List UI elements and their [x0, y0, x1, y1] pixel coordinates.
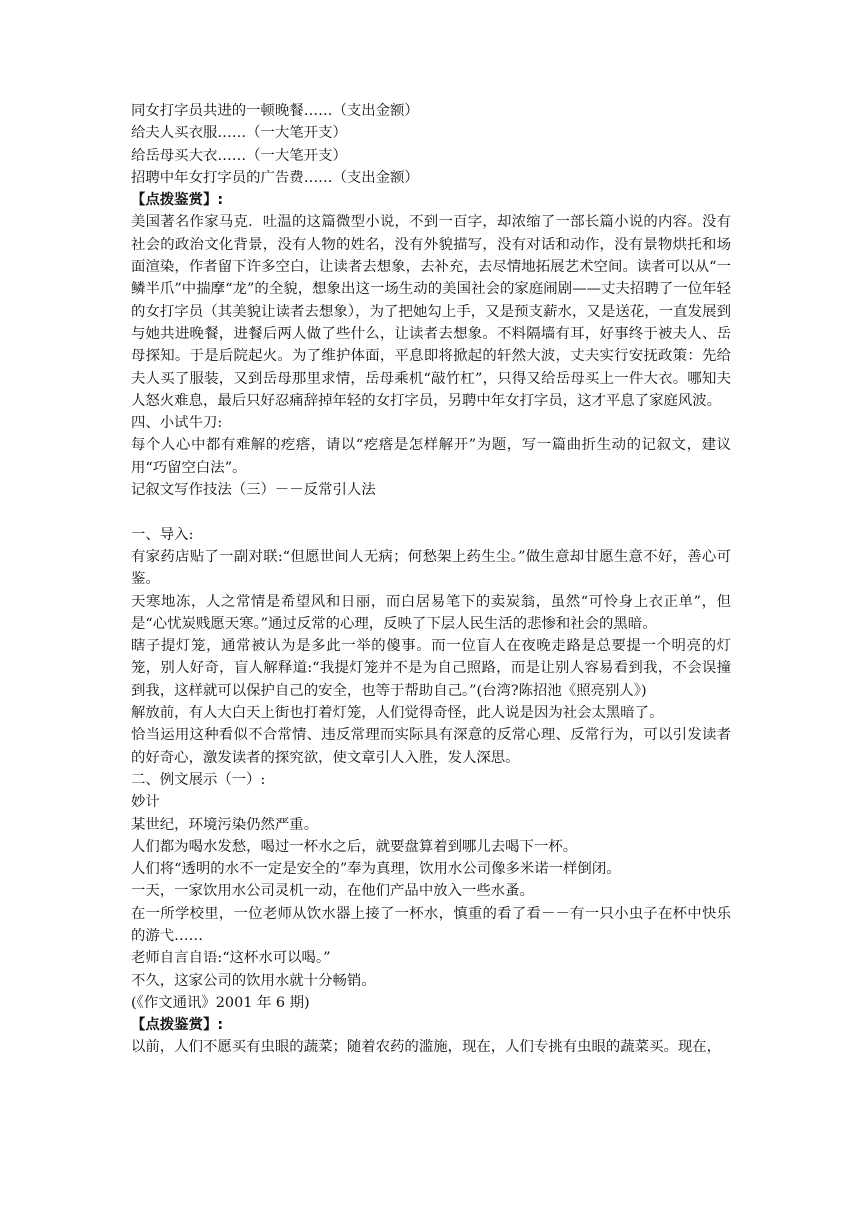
comment-paragraph: 以前，人们不愿买有虫眼的蔬菜；随着农药的滥施，现在，人们专挑有虫眼的蔬菜买。现在， [131, 1039, 722, 1056]
expense-line: 招聘中年女打字员的广告费……（支出金额） [131, 169, 419, 186]
section-heading: 四、小试牛刀: [131, 415, 223, 432]
example-source: (《作文通讯》2001 年 6 期) [131, 994, 310, 1011]
example-paragraph: 某世纪，环境污染仍然严重。 [131, 816, 319, 833]
comment-heading: 【点拨鉴赏】: [131, 192, 224, 209]
exercise-paragraph: 每个人心中都有难解的疙瘩，请以“疙瘩是怎样解开”为题，写一篇曲折生动的记叙文，建议用“巧留空白法”。 [131, 437, 731, 476]
technique-title: 记叙文写作技法（三）－－反常引人法 [131, 482, 376, 499]
example-paragraph: 人们将“透明的水不一定是安全的”奉为真理，饮用水公司像多米诺一样倒闭。 [131, 861, 621, 878]
blank-line [131, 501, 731, 523]
example-paragraph: 人们都为喝水发愁，喝过一杯水之后，就要盘算着到哪儿去喝下一杯。 [131, 838, 578, 855]
intro-paragraph: 有家药店贴了一副对联:“但愿世间人无病；何愁架上药生尘。”做生意却甘愿生意不好，善心可鉴。 [131, 548, 731, 588]
example-paragraph: 在一所学校里，一位老师从饮水器上接了一杯水，慎重的看了看－－有一只小虫子在杯中快乐的游弋…… [131, 905, 731, 944]
example-paragraph: 一天，一家饮用水公司灵机一动，在他们产品中放入一些水蚤。 [131, 883, 534, 900]
intro-paragraph: 瞎子提灯笼，通常被认为是多此一举的傻事。而一位盲人在夜晚走路是总要提一个明亮的灯笼，别人好奇，盲人解释道:“我提灯笼并不是为自己照路，而是让别人容易看到我，不会误撞到我，这样就可以保护自己的安全，也等于帮助自己。”(台湾?陈招池《照亮别人》) [131, 638, 731, 699]
expense-line: 同女打字员共进的一顿晚餐……（支出金额） [131, 103, 419, 119]
expense-line: 给夫人买衣服……（一大笔开支） [131, 125, 347, 142]
intro-paragraph: 解放前，有人大白天上街也打着灯笼，人们觉得奇怪，此人说是因为社会太黑暗了。 [131, 705, 664, 722]
intro-paragraph: 恰当运用这种看似不合常情、违反常理而实际具有深意的反常心理、反常行为，可以引发读者的好奇心，激发读者的探究欲，使文章引人入胜，发人深思。 [131, 727, 731, 766]
comment-paragraph: 美国著名作家马克．吐温的这篇微型小说，不到一百字，却浓缩了一部长篇小说的内容。没有社会的政治文化背景，没有人物的姓名，没有外貌描写，没有对话和动作，没有景物烘托和场面渲染，作者留下许多空白，让读者去想象，去补充，去尽情地拓展艺术空间。读者可以从“一鳞半爪”中揣摩“龙”的全貌，想象出这一场生动的美国社会的家庭闹剧——丈夫招聘了一位年轻的女打字员（其美貌让读者去想象），为了把她勾上手，又是预支薪水，又是送花，一直发展到与她共进晚餐，进餐后两人做了些什么，让读者去想象。不料隔墙有耳，好事终于被夫人、岳母探知。于是后院起火。为了维护体面，平息即将掀起的轩然大波，丈夫实行安抚政策：先给夫人买了服装，又到岳母那里求情，岳母乘机“敲竹杠”，只得又给岳母买上一件大衣。哪知夫人怒火难息，最后只好忍痛辞掉年轻的女打字员，另聘中年女打字员，这才平息了家庭风波。 [131, 214, 731, 409]
intro-paragraph: 天寒地冻，人之常情是希望风和日丽，而白居易笔下的卖炭翁，虽然“可怜身上衣正单”，但是“心忧炭贱愿天寒。”通过反常的心理，反映了下层人民生活的悲惨和社会的黑暗。 [131, 593, 731, 632]
section-heading: 一、导入: [131, 526, 194, 543]
comment-heading: 【点拨鉴赏】: [131, 1017, 224, 1034]
document-page [131, 100, 731, 1059]
example-title: 妙计 [131, 794, 160, 811]
example-paragraph: 老师自言自语:“这杯水可以喝。” [131, 950, 331, 967]
section-heading: 二、例文展示（一）: [131, 771, 266, 788]
expense-line: 给岳母买大衣……（一大笔开支） [131, 147, 347, 164]
example-paragraph: 不久，这家公司的饮用水就十分畅销。 [131, 972, 376, 989]
